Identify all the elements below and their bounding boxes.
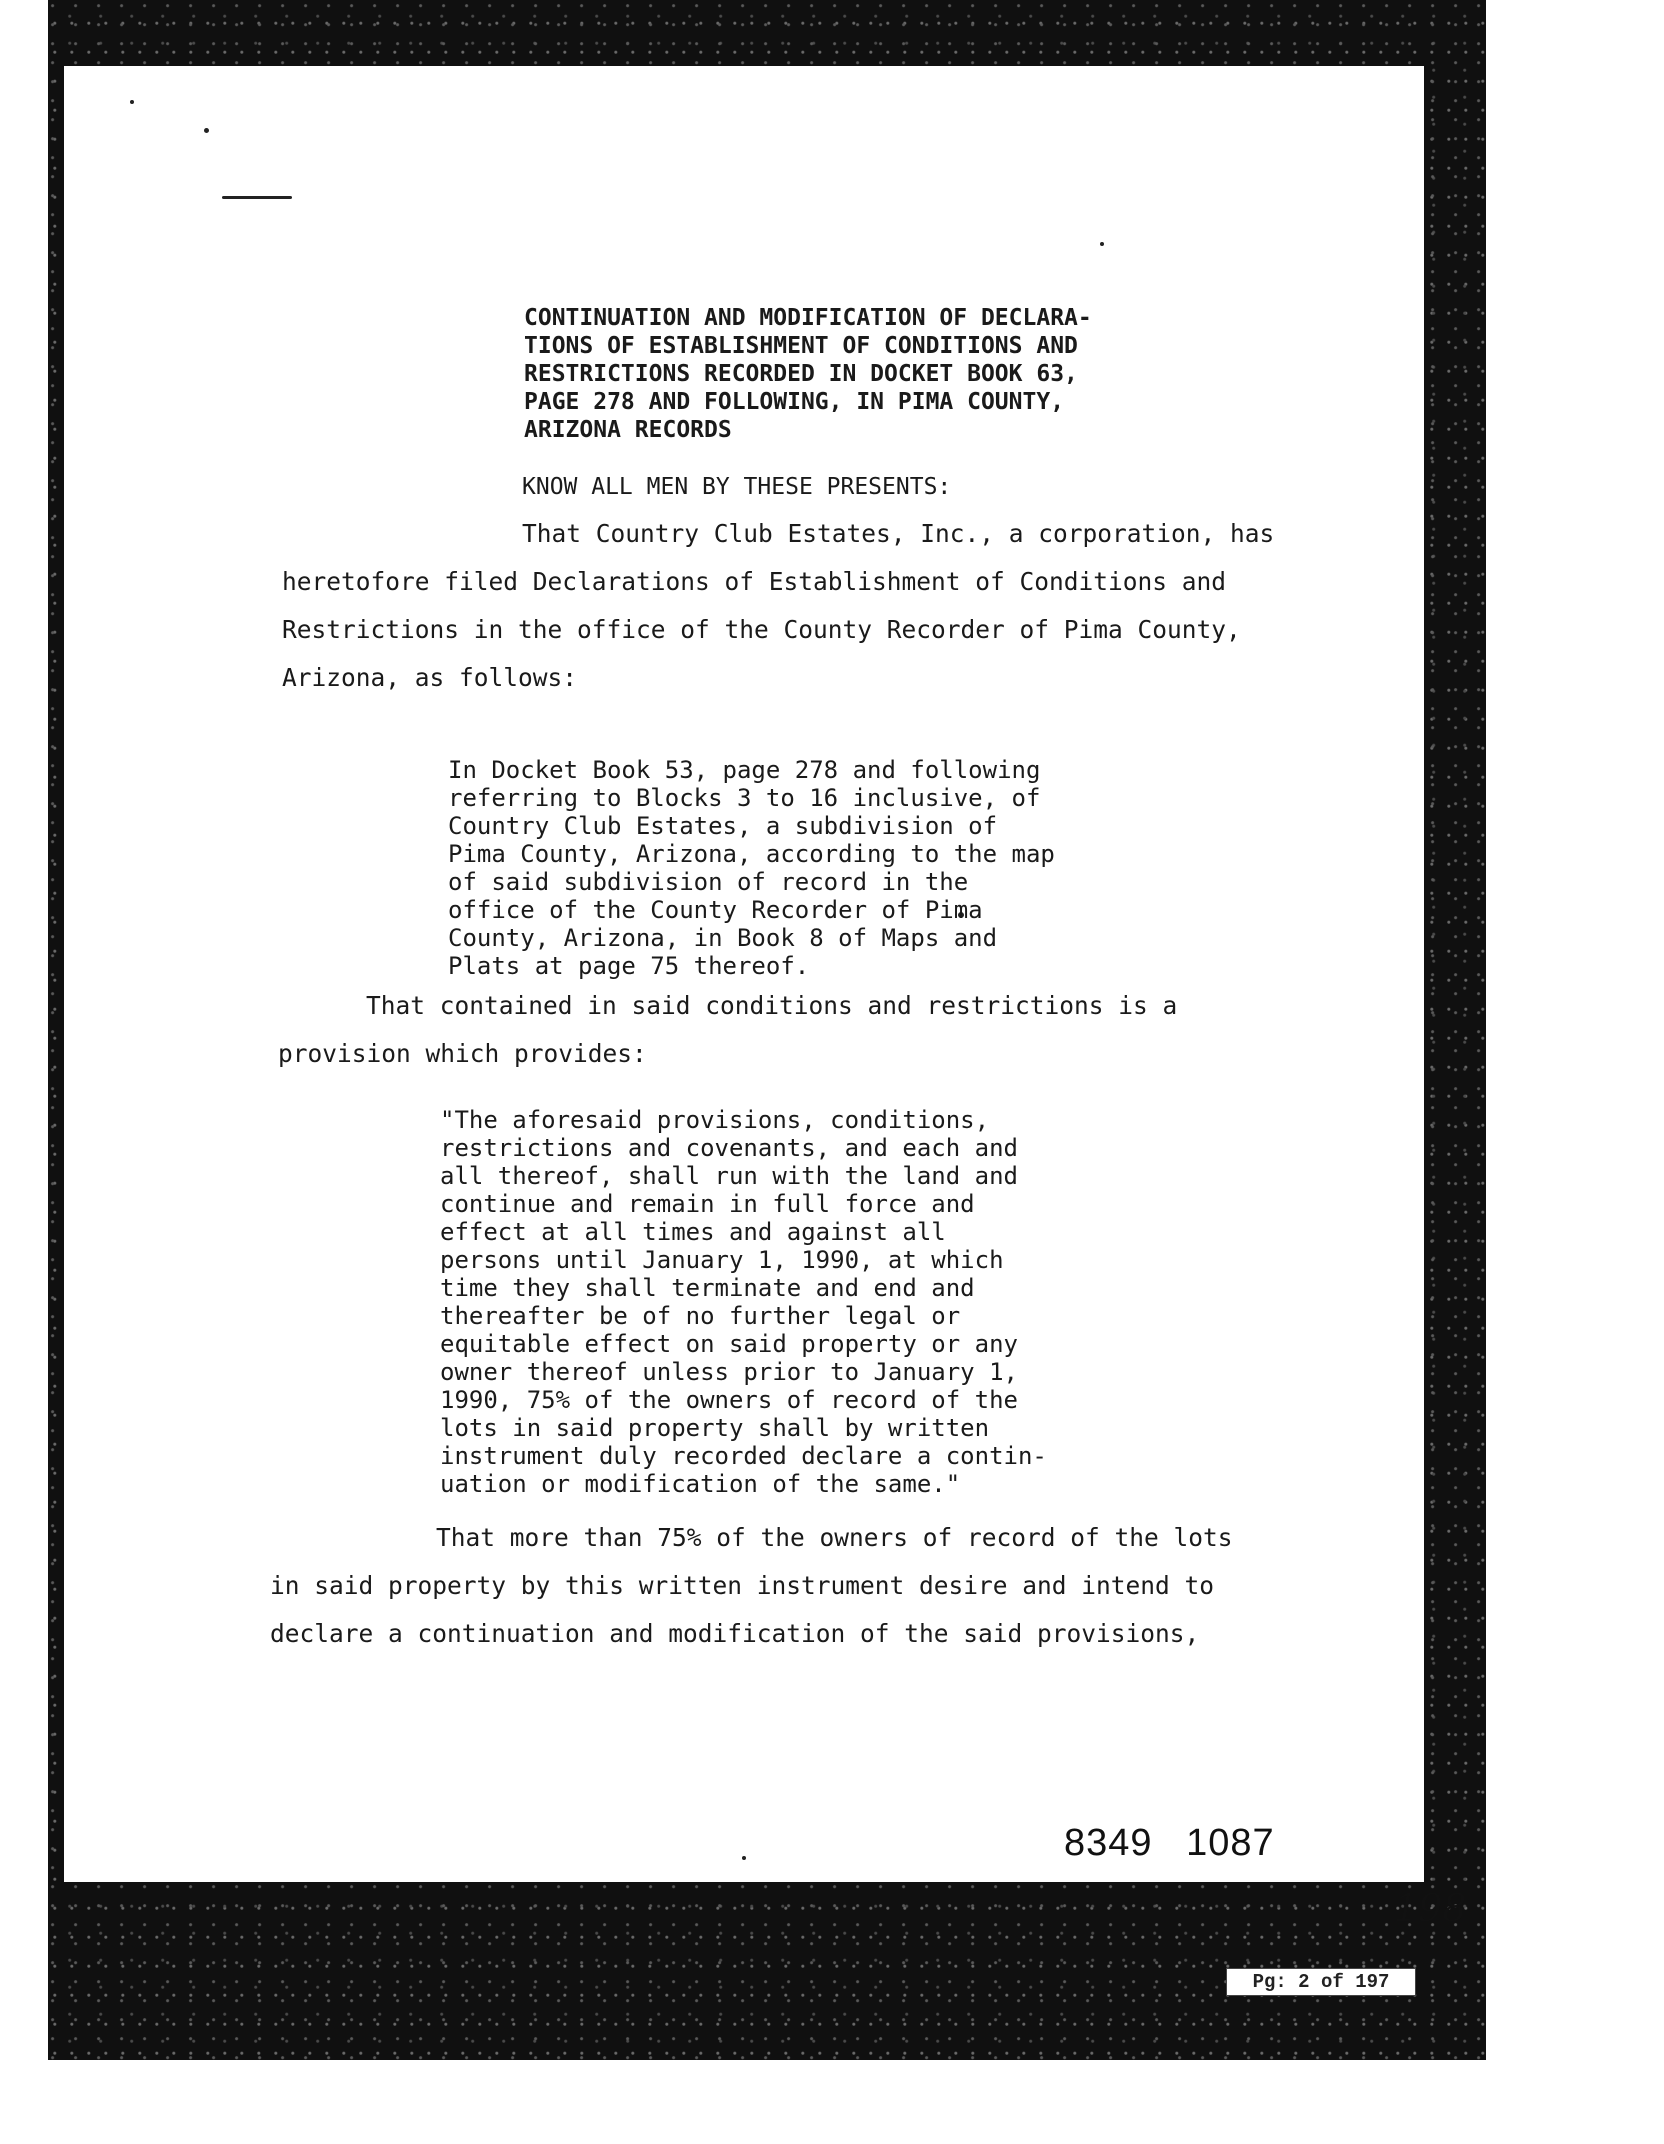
paragraph-continuation: That more than 75% of the owners of record of the lots in said property by this written instrument desire and intend to declare a continuation and modification of the said provisions, — [270, 1523, 1233, 1648]
scan-speck — [1100, 242, 1104, 246]
document-page — [64, 66, 1467, 1930]
salutation: KNOW ALL MEN BY THESE PRESENTS: — [522, 474, 952, 500]
recording-stamp: 8349 1087 — [1064, 1822, 1275, 1864]
scan-speck — [204, 128, 209, 133]
scan-speck — [130, 100, 134, 104]
scan-speck — [222, 196, 292, 199]
document-title: CONTINUATION AND MODIFICATION OF DECLARA- TIONS OF ESTABLISHMENT OF CONDITIONS AND RESTRICTIONS RECORDED IN DOCKET BOOK 63, PAGE 278 AND FOLLOWING, IN PIMA COUNTY, ARIZONA RECORDS — [524, 305, 1092, 443]
provision-quote: "The aforesaid provisions, conditions, restrictions and covenants, and each and all thereof, shall run with the land and continue and remain in full force and effect at all times and against all persons until January 1, 1990, at which time they shall terminate and end and thereafter be of no further legal or equitable effect on said property or any owner thereof unless prior to January 1, 1990, 75% of the owners of record of the lots in said property shall by written instrument duly recorded declare a contin- uation or modification of the same." — [440, 1106, 1047, 1498]
paragraph-intro: That Country Club Estates, Inc., a corporation, has heretofore filed Declarations of Establishment of Conditions and Restrictions in the office of the County Recorder of Pima County, Arizona, as follows: — [282, 519, 1275, 692]
handwritten-page-number: 198 — [1394, 1886, 1467, 1930]
page-counter: Pg: 2 of 197 — [1226, 1968, 1416, 1996]
scan-speck — [742, 1856, 746, 1860]
docket-reference-quote: In Docket Book 53, page 278 and following referring to Blocks 3 to 16 inclusive, of Country Club Estates, a subdivision of Pima County, Arizona, according to the map of said subdivision of record in the office of the County Recorder of Pima County, Arizona, in Book 8 of Maps and Plats at page 75 thereof. — [448, 756, 1055, 980]
paragraph-provision: That contained in said conditions and restrictions is a provision which provides: — [278, 991, 1178, 1068]
